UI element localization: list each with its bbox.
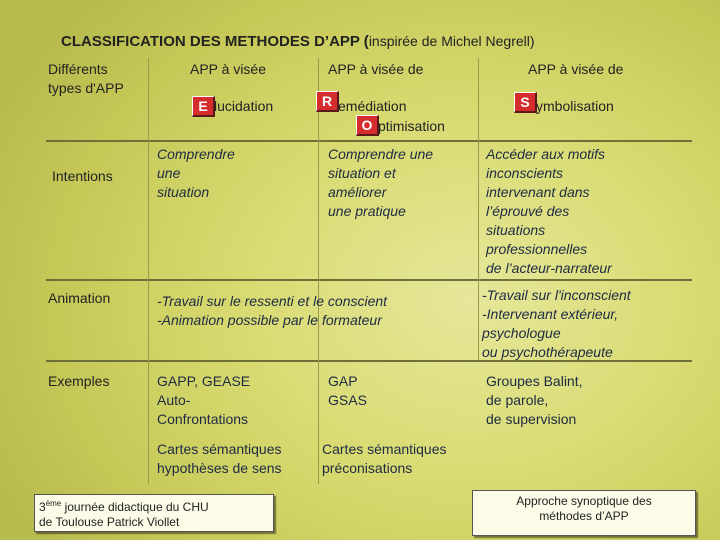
title-subtitle: inspirée de Michel Negrell): [368, 33, 535, 49]
badge-r: R: [316, 91, 339, 112]
exemples-remediation: GAP GSAS: [328, 373, 367, 408]
elucidation-label: lucidation: [214, 98, 274, 114]
column-divider: [478, 58, 479, 360]
column-divider: [148, 58, 149, 484]
column-header-elucidation: APP à visée: [190, 61, 267, 77]
title-main: CLASSIFICATION DES METHODES D’APP (: [61, 33, 369, 50]
page-title: [61, 33, 535, 50]
intention-remediation: Comprendre une situation et améliorer une pratique: [328, 146, 434, 219]
badge-o: O: [356, 115, 379, 136]
badge-s: S: [514, 92, 537, 113]
cartes-semantiques-left: Cartes sémantiques hypothèses de sens: [157, 441, 282, 476]
exemples-symbolisation: Groupes Balint, de parole, de supervision: [486, 373, 583, 427]
row-divider: [46, 279, 692, 281]
footer-credit-box: 3ème journée didactique du CHU de Toulouse Patrick Viollet: [34, 494, 274, 532]
remediation-label: emédiation: [338, 98, 407, 114]
intention-symbolisation: Accéder aux motifs inconscients intervenant dans l’éprouvé des situations professionnelles de l’acteur-narrateur: [486, 146, 612, 276]
footer-caption-box: Approche synoptique des méthodes d’APP: [472, 490, 696, 536]
intention-elucidation: Comprendre une situation: [157, 146, 235, 200]
row-header-animation: Animation: [48, 290, 111, 306]
row-header-exemples: Exemples: [48, 373, 110, 389]
row-header-intentions: Intentions: [52, 168, 113, 184]
column-header-remediation: APP à visée de: [328, 61, 424, 77]
row-divider: [46, 140, 692, 142]
animation-shared: -Travail sur le ressenti et le conscient -Animation possible par le formateur: [157, 293, 388, 328]
symbolisation-label: ymbolisation: [536, 98, 614, 114]
row-header-types: Différents types d'APP: [48, 61, 124, 96]
exemples-elucidation: GAPP, GEASE Auto- Confrontations: [157, 373, 251, 427]
column-divider: [318, 58, 319, 484]
cartes-semantiques-right: Cartes sémantiques préconisations: [322, 441, 447, 476]
badge-e: E: [192, 96, 215, 117]
animation-symbolisation: -Travail sur l'inconscient -Intervenant extérieur, psychologue ou psychothérapeute: [482, 287, 631, 360]
column-header-symbolisation: APP à visée de: [528, 61, 624, 77]
optimisation-label: ptimisation: [378, 118, 445, 134]
